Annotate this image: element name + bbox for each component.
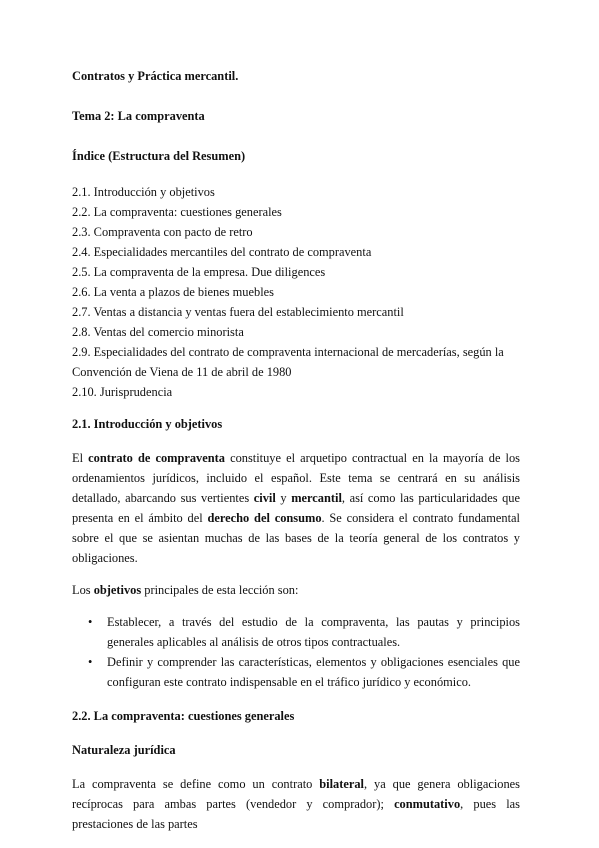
naturaleza-title: Naturaleza jurídica: [72, 743, 176, 757]
objectives-paragraph: Los objetivos principales de esta lección son:: [72, 583, 299, 597]
toc-item: 2.8. Ventas del comercio minorista: [72, 325, 244, 339]
course-title: Contratos y Práctica mercantil.: [72, 69, 239, 83]
objectives-list: [72, 612, 520, 692]
toc-item: 2.1. Introducción y objetivos: [72, 185, 215, 199]
document-page: [72, 66, 520, 834]
naturaleza-paragraph: La compraventa se define como un contrato bilateral, ya que genera obligaciones recíprocas para ambas partes (vendedor y comprador); conmutativo, pues las prestaciones de las partes: [72, 777, 520, 831]
table-of-contents: [72, 182, 520, 402]
topic-title: Tema 2: La compraventa: [72, 109, 205, 123]
section-2-1-title: 2.1. Introducción y objetivos: [72, 417, 223, 431]
intro-paragraph: El contrato de compraventa constituye el arquetipo contractual en la mayoría de los ordenamientos jurídicos, incluido el español. Este tema se centrará en su análisis detallado, abarcando sus vertientes civil y mercantil, así como las particularidades que presenta en el ámbito del derecho del consumo. Se considera el contrato fundamental sobre el que se asientan muchas de las bases de la teoría general de los contratos y obligaciones.: [72, 451, 521, 565]
toc-item: 2.5. La compraventa de la empresa. Due diligences: [72, 265, 326, 279]
list-item: • Establecer, a través del estudio de la compraventa, las pautas y principios generales aplicables al análisis de otros tipos contractuales.: [72, 612, 520, 652]
list-item: • Definir y comprender las características, elementos y obligaciones esenciales que configuran este contrato indispensable en el tráfico jurídico y económico.: [72, 652, 520, 692]
bullet-icon: •: [88, 615, 93, 629]
toc-item: 2.7. Ventas a distancia y ventas fuera del establecimiento mercantil: [72, 305, 404, 319]
section-2-2-title: 2.2. La compraventa: cuestiones generales: [72, 709, 295, 723]
bullet-icon: •: [88, 655, 93, 669]
toc-item: 2.9. Especialidades del contrato de compraventa internacional de mercaderías, según la Convención de Viena de 11 de abril de 1980: [72, 345, 504, 379]
toc-item: 2.3. Compraventa con pacto de retro: [72, 225, 253, 239]
toc-item: 2.6. La venta a plazos de bienes muebles: [72, 285, 274, 299]
toc-item: 2.10. Jurisprudencia: [72, 385, 173, 399]
index-title: Índice (Estructura del Resumen): [72, 149, 246, 163]
toc-item: 2.2. La compraventa: cuestiones generales: [72, 205, 282, 219]
toc-item: 2.4. Especialidades mercantiles del contrato de compraventa: [72, 245, 372, 259]
